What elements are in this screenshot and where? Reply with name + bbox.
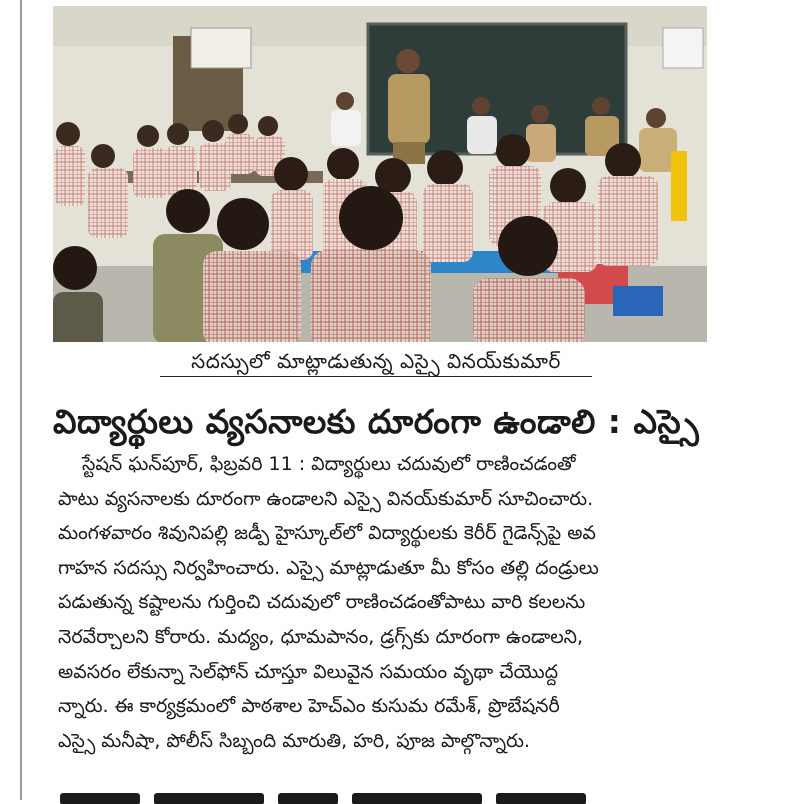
article-body-line: మంగళవారం శివునిపల్లి జడ్పీ హైస్కూల్‌లో విద్యార్థులకు కెరీర్ గైడెన్స్‌పై అవ — [58, 522, 596, 545]
article-body-line: స్టేషన్ ఘన్‌పూర్, ఫిబ్రవరి 11 : విద్యార్థులు చదువులో రాణించడంతో — [82, 453, 576, 475]
article-body-line: ఎస్సై మనీషా, పోలీస్ సిబ్బంది మారుతి, హరి, పూజ పాల్గొన్నారు. — [58, 729, 530, 752]
article-body-line: నెరవేర్చాలని కోరారు. మద్యం, ధూమపానం, డ్రగ్స్‌కు దూరంగా ఉండాలని, — [58, 625, 584, 648]
article-body-line: న్నారు. ఈ కార్యక్రమంలో పాఠశాల హెచ్‌ఎం కుసుమ రమేశ్, ప్రొబేషనరీ — [58, 695, 560, 718]
article-body-line: పాటు వ్యసనాలకు దూరంగా ఉండాలని ఎస్సై వినయ్‌కుమార్ సూచించారు. — [58, 487, 594, 510]
article-body — [58, 447, 708, 758]
column-divider — [20, 0, 22, 800]
article-photo — [53, 6, 707, 342]
next-article-headline-fragment — [60, 790, 700, 804]
article-headline: విద్యార్థులు వ్యసనాలకు దూరంగా ఉండాలి : ఎస్సై — [53, 402, 700, 441]
photo-caption: సదస్సులో మాట్లాడుతున్న ఎస్సై వినయ్‌కుమార్ — [160, 346, 592, 377]
article-body-line: పడుతున్న కష్టాలను గుర్తించి చదువులో రాణించడంతోపాటు వారి కలలను — [58, 591, 586, 614]
article-body-line: అవసరం లేకున్నా సెల్‌ఫోన్ చూస్తూ విలువైన సమయం వృథా చేయొద్ద — [58, 660, 559, 683]
article-body-line: గాహన సదస్సు నిర్వహించారు. ఎస్సై మాట్లాడుతూ మీ కోసం తల్లి దండ్రులు — [58, 556, 599, 579]
